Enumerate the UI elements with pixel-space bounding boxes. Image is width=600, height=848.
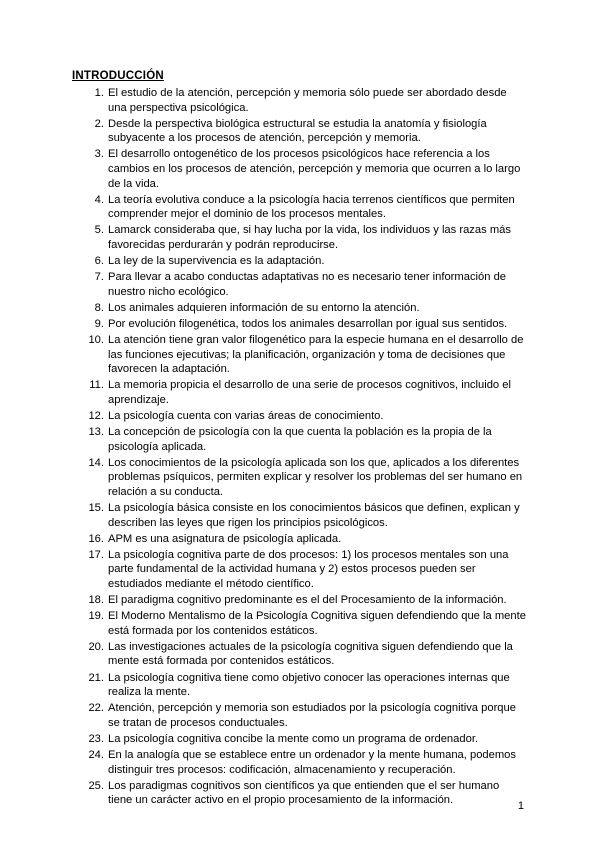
list-item (88, 609, 526, 638)
list-item-text: La psicología cognitiva concibe la mente como un programa de ordenador. (108, 732, 479, 745)
list-item-text: Desde la perspectiva biológica estructural se estudia la anatomía y fisiología subyacente a los procesos de atención, percepción y memoria. (108, 117, 487, 145)
list-item-text: El desarrollo ontogenético de los procesos psicológicos hace referencia a los cambios en los procesos de atención, percepción y memoria que ocurren a lo largo de la vida. (108, 148, 521, 190)
list-item-text: Lamarck consideraba que, si hay lucha por la vida, los individuos y las razas más favorecidas perdurarán y podrán reproducirse. (108, 224, 511, 251)
list-item-text: Por evolución filogenética, todos los animales desarrollan por igual sus sentidos. (108, 317, 508, 330)
list-item-number: 23. (88, 732, 104, 745)
list-item-number: 7. (94, 271, 104, 284)
list-item (94, 193, 526, 222)
list-item-text: APM es una asignatura de psicología aplicada. (108, 532, 342, 545)
list-item (88, 701, 526, 730)
list-item-text: La psicología cognitiva parte de dos procesos: 1) los procesos mentales son una parte fundamental de la actividad humana y 2) estos procesos pueden ser estudiados mediante el método científico. (108, 548, 509, 590)
list-item-number: 14. (88, 456, 104, 469)
list-item (88, 732, 526, 747)
list-item-number: 2. (94, 117, 104, 130)
list-item (89, 378, 526, 407)
list-item-number: 3. (94, 148, 104, 161)
list-item-text: La atención tiene gran valor filogenético para la especie humana en el desarrollo de las funciones ejecutivas; la planificación, organización y toma de decisiones que favorecen la adaptación. (108, 334, 524, 376)
list-item-number: 9. (94, 317, 104, 330)
list-item (88, 748, 526, 777)
page-number: 1 (517, 800, 524, 812)
list-item-number: 16. (88, 532, 104, 545)
list-item-text: La concepción de psicología con la que cuenta la población es la propia de la psicología aplicada. (108, 426, 492, 453)
list-item-number: 15. (88, 502, 104, 515)
section-heading: INTRODUCCIÓN (72, 70, 164, 82)
list-item (88, 548, 526, 592)
list-item (94, 270, 526, 299)
list-item (94, 86, 526, 115)
list-item-number: 5. (94, 224, 104, 237)
list-item-text: La teoría evolutiva conduce a la psicología hacia terrenos científicos que permiten comprender mejor el dominio de los procesos mentales. (108, 193, 515, 221)
list-item-text: Los paradigmas cognitivos son científicos ya que entienden que el ser humano tiene un carácter activo en el propio procesamiento de la información. (108, 779, 500, 807)
list-item (88, 501, 526, 530)
list-item-text: El Moderno Mentalismo de la Psicología Cognitiva siguen defendiendo que la mente está formada por los contenidos estáticos. (108, 610, 526, 637)
list-item (94, 147, 526, 191)
list-item-number: 10. (88, 334, 104, 346)
list-item-number: 13. (88, 426, 104, 439)
list-item-text: Para llevar a acabo conductas adaptativas no es necesario tener información de nuestro nicho ecológico. (108, 271, 507, 298)
statement-list (88, 86, 526, 809)
list-item (88, 409, 526, 424)
list-item-number: 12. (88, 409, 104, 422)
list-item-text: Los animales adquieren información de su entorno la atención. (108, 301, 420, 314)
list-item-text: El paradigma cognitivo predominante es el del Procesamiento de la información. (108, 594, 507, 607)
list-item-number: 19. (88, 610, 104, 623)
list-item (88, 333, 526, 377)
list-item (88, 425, 526, 454)
list-item-number: 22. (88, 702, 104, 715)
list-item-number: 24. (88, 749, 104, 762)
list-item (88, 671, 526, 700)
list-item-number: 18. (88, 594, 104, 607)
list-item (94, 223, 526, 252)
list-item-number: 21. (88, 671, 104, 684)
list-item (88, 593, 526, 608)
list-item-number: 17. (88, 548, 104, 561)
list-item (94, 301, 526, 316)
list-item-text: La psicología básica consiste en los conocimientos básicos que definen, explican y describen las leyes que rigen los principios psicológicos. (108, 502, 520, 529)
list-item-text: El estudio de la atención, percepción y memoria sólo puede ser abordado desde una perspectiva psicológica. (108, 87, 507, 114)
list-item (94, 117, 526, 146)
list-item-text: En la analogía que se establece entre un ordenador y la mente humana, podemos distinguir tres procesos: codificación, almacenamiento y recuperación. (108, 749, 516, 776)
list-item-text: La memoria propicia el desarrollo de una serie de procesos cognitivos, incluido el aprendizaje. (108, 379, 511, 406)
list-item-number: 20. (88, 640, 104, 653)
list-item-text: La ley de la supervivencia es la adaptación. (108, 255, 325, 268)
list-item-number: 8. (94, 301, 104, 314)
list-item-number: 11. (89, 379, 104, 392)
list-item (94, 254, 526, 269)
list-item (88, 532, 526, 547)
list-item (88, 779, 526, 808)
list-item-text: Atención, percepción y memoria son estudiados por la psicología cognitiva porque se tratan de procesos conductuales. (108, 702, 516, 729)
list-item (94, 317, 526, 332)
list-item-text: La psicología cognitiva tiene como objetivo conocer las operaciones internas que realiza la mente. (108, 671, 510, 699)
list-item (88, 640, 526, 669)
list-item (88, 456, 526, 500)
list-item-number: 4. (94, 193, 104, 206)
list-item-number: 6. (94, 255, 104, 268)
list-item-number: 25. (88, 779, 104, 792)
list-item-text: Los conocimientos de la psicología aplicada son los que, aplicados a los diferentes problemas psíquicos, permiten explicar y resolver los problemas del ser humano en relación a su conducta. (108, 456, 523, 498)
list-item-number: 1. (94, 87, 104, 99)
list-item-text: La psicología cuenta con varias áreas de conocimiento. (108, 409, 384, 422)
list-item-text: Las investigaciones actuales de la psicología cognitiva siguen defendiendo que la mente está formada por contenidos estáticos. (108, 640, 513, 668)
